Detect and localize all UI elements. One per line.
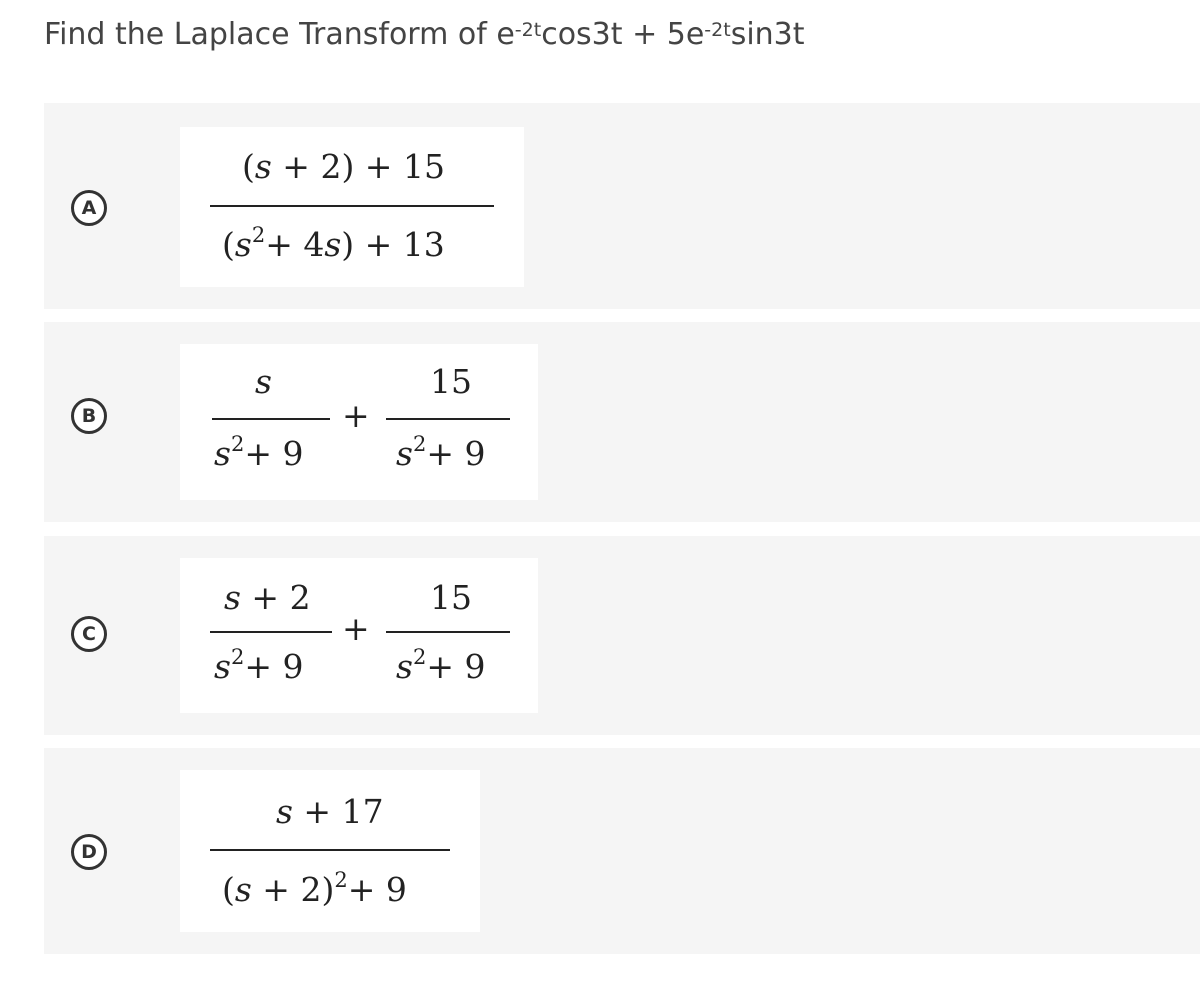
term1-denominator-c: $s^2+ 9$ <box>214 645 304 686</box>
term2-denominator-b: $s^2+ 9$ <box>396 432 486 473</box>
plus-sign-c: + <box>342 609 370 648</box>
question-prefix: Find the Laplace Transform of e <box>44 16 515 52</box>
denominator-d: $(s + 2)^2+ 9$ <box>222 868 407 909</box>
term2-denominator-c: $s^2+ 9$ <box>396 645 486 686</box>
radio-button-c[interactable]: C <box>71 616 107 652</box>
formula-d <box>180 770 480 932</box>
term1-fraction-bar-c <box>210 631 332 633</box>
answer-option-b[interactable] <box>44 322 1200 522</box>
term2-numerator-b: 15 <box>430 362 472 401</box>
term2-fraction-bar-b <box>386 418 510 420</box>
denominator-a: $(s^2+ 4s) + 13$ <box>222 223 445 264</box>
term2-fraction-bar-c <box>386 631 510 633</box>
answer-option-c[interactable] <box>44 536 1200 735</box>
question-suffix: sin3t <box>730 16 805 52</box>
fraction-bar-d <box>210 849 450 851</box>
term2-numerator-c: 15 <box>430 578 472 617</box>
answer-option-d[interactable] <box>44 748 1200 954</box>
radio-button-b[interactable]: B <box>71 398 107 434</box>
answer-option-a[interactable] <box>44 103 1200 309</box>
radio-button-d[interactable]: D <box>71 834 107 870</box>
numerator-a: (s + 2) + 15 <box>242 147 445 186</box>
formula-a <box>180 127 524 287</box>
question-mid: cos3t + 5e <box>541 16 705 52</box>
term1-numerator-c: s + 2 <box>224 578 311 617</box>
question-text: Find the Laplace Transform of e $^{-2t}$ cos3t + 5e $^{-2t}$ sin3t <box>44 16 805 52</box>
formula-b <box>180 344 538 500</box>
numerator-d: s + 17 <box>276 792 384 831</box>
radio-button-a[interactable]: A <box>71 190 107 226</box>
term1-numerator-b: s <box>255 362 272 401</box>
fraction-bar-a <box>210 205 494 207</box>
term1-fraction-bar-b <box>212 418 330 420</box>
term1-denominator-b: $s^2+ 9$ <box>214 432 304 473</box>
formula-c <box>180 558 538 713</box>
plus-sign-b: + <box>342 396 370 435</box>
